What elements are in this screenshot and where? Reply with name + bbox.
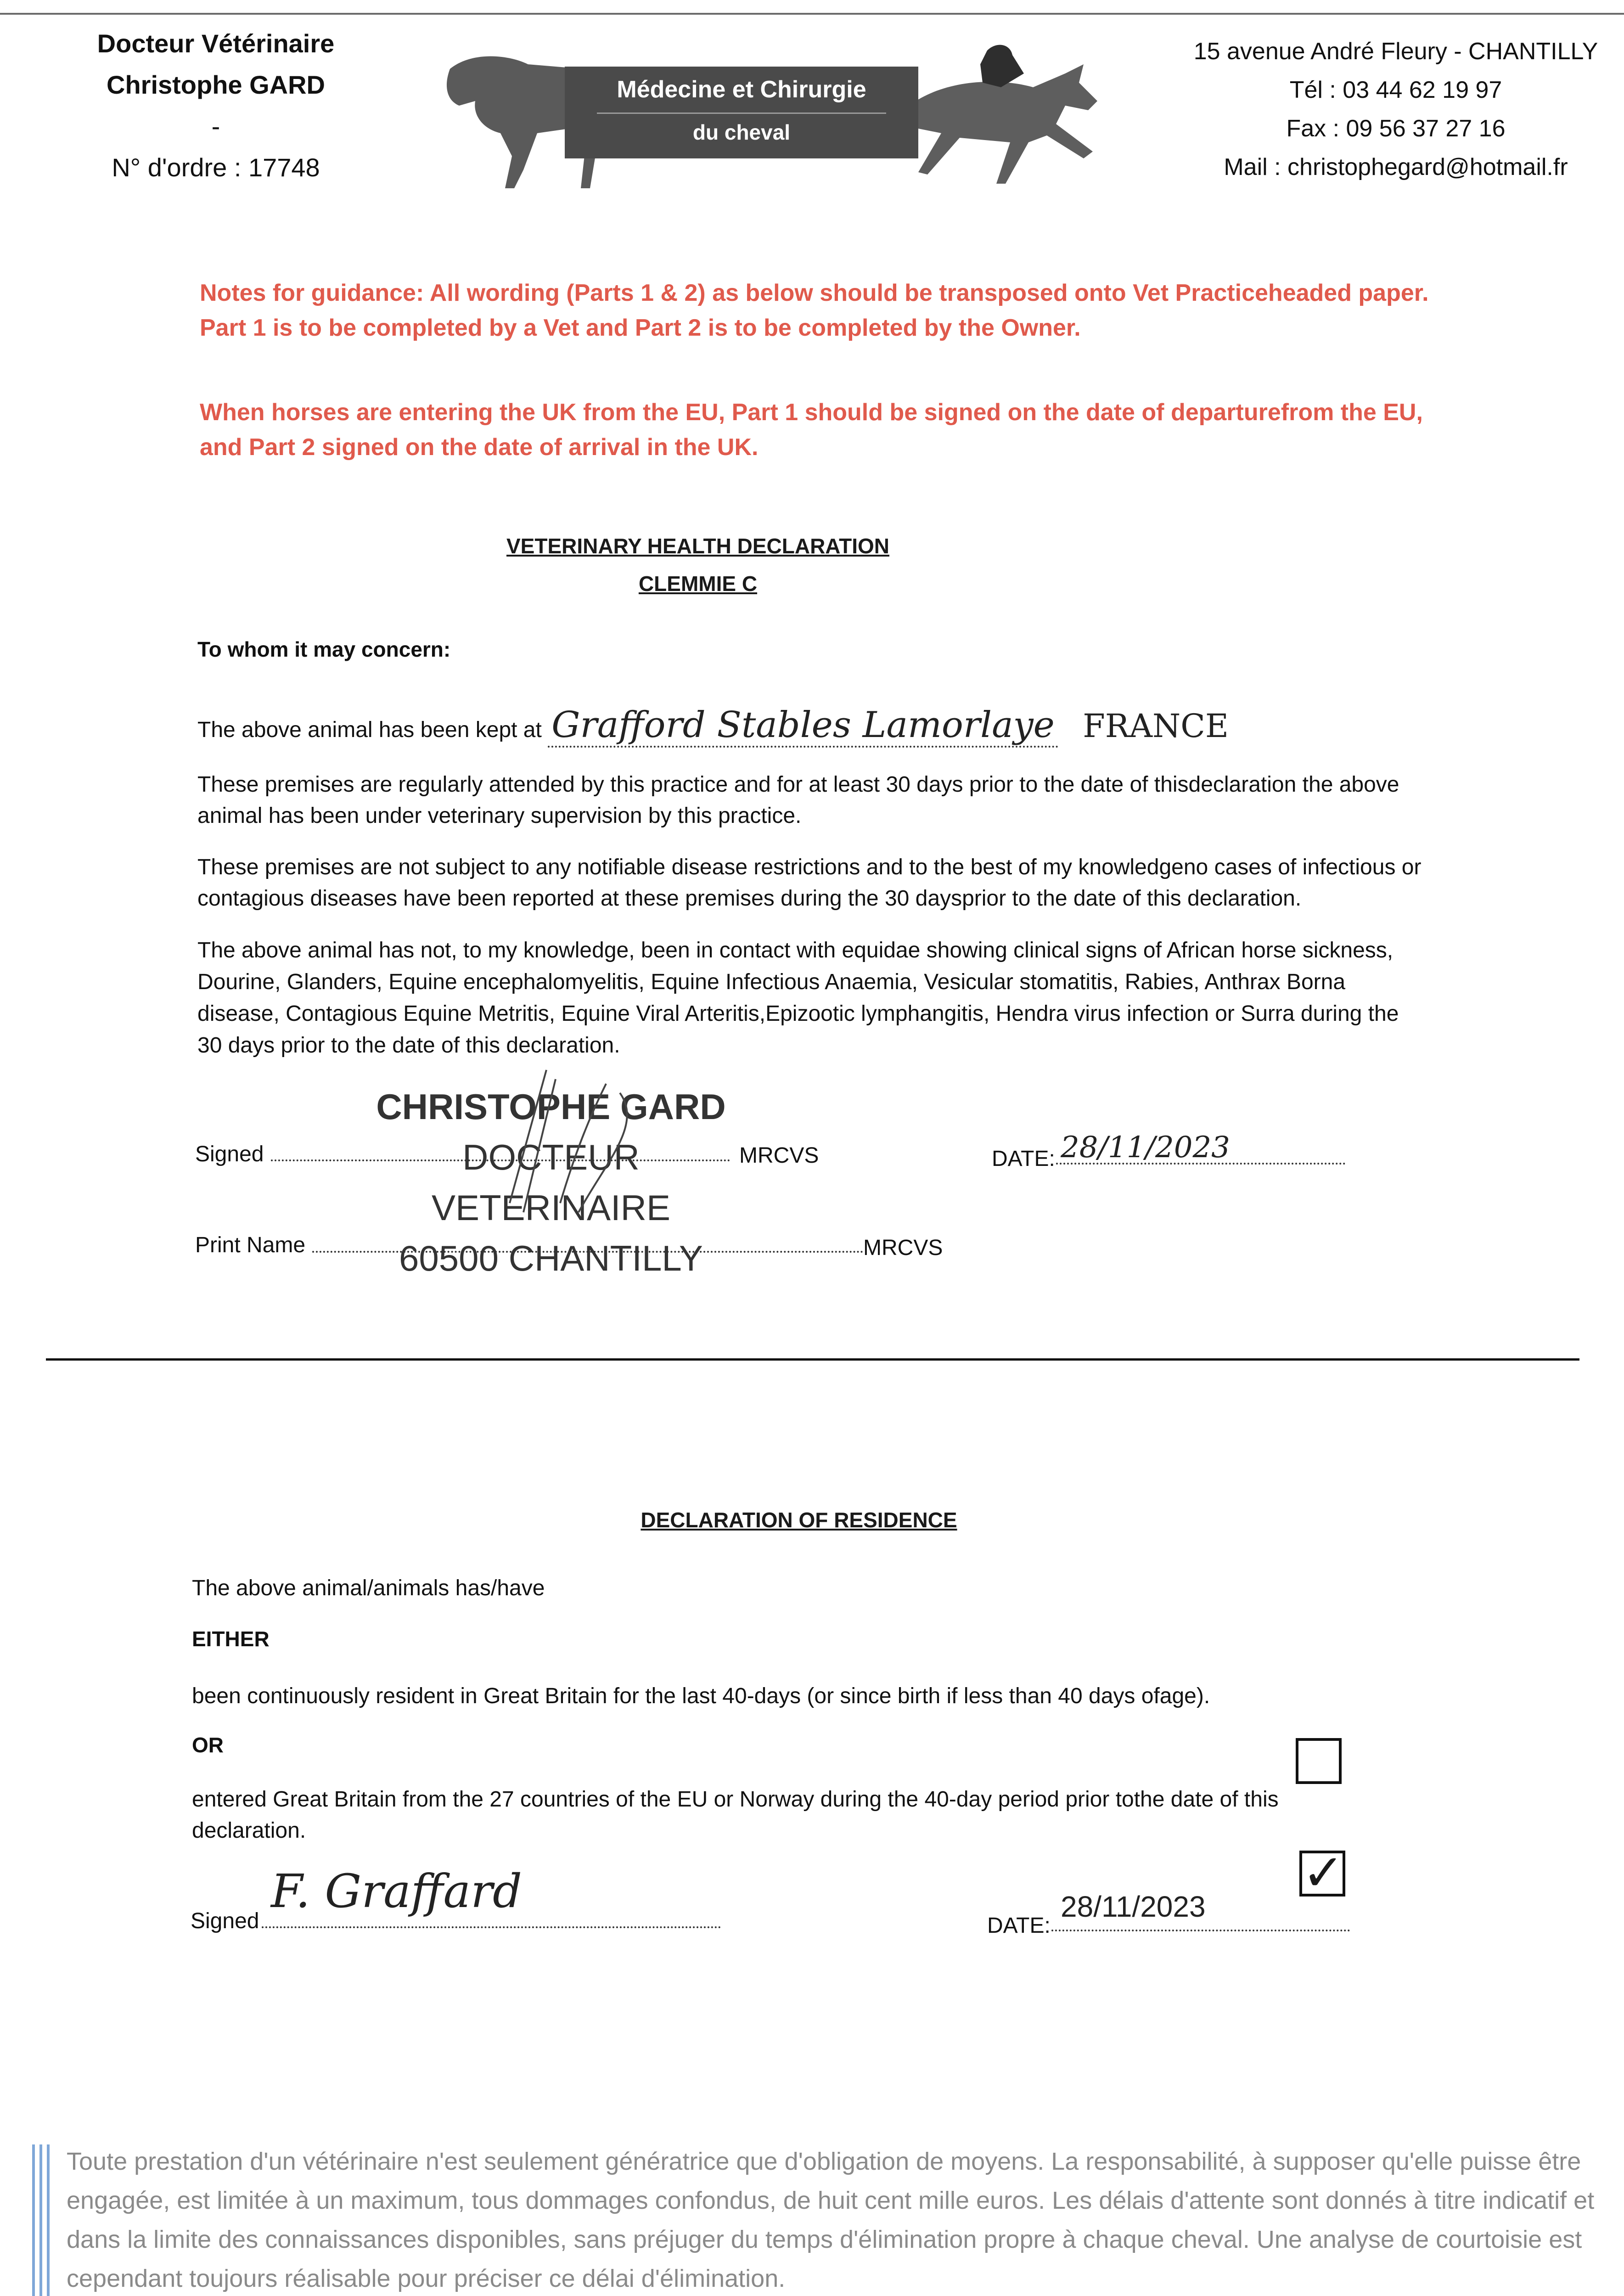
salutation: To whom it may concern:: [197, 637, 451, 661]
vet-signed-label: Signed: [195, 1142, 264, 1166]
vet-identity: [55, 23, 376, 188]
legal-footer: Toute prestation d'un vétérinaire n'est seulement génératrice que d'obligation de moyens. La responsabilité, à supposer qu'elle puisse être engagée, est limitée à un maximum, tous dommages confondus, de huit cent mille euros. Les délais d'attente sont donnés à titre indicatif et dans la limite des connaissances disponibles, sans préjuger du temps d'élimination propre à chaque cheval. Une analyse de courtoisie est cependant toujours réalisable pour préciser ce délai d'élimination.: [67, 2148, 1595, 2292]
residence-intro: The above animal/animals has/have: [192, 1576, 545, 1600]
section-divider: [46, 1358, 1579, 1361]
option1-checkbox[interactable]: [1296, 1738, 1342, 1784]
practice-address: 15 avenue André Fleury - CHANTILLY: [1193, 38, 1598, 65]
top-rule: [0, 13, 1624, 15]
footer-bar-2: [39, 2144, 42, 2296]
banner-line2: du cheval: [597, 113, 886, 151]
vet-order-number: N° d'ordre : 17748: [112, 153, 320, 182]
footer-bar-3: [47, 2144, 50, 2296]
print-name-mrcvs: MRCVS: [863, 1236, 943, 1260]
horse-name: CLEMMIE C: [638, 572, 758, 596]
kept-at-value: Grafford Stables Lamorlaye: [548, 704, 1058, 748]
option2-checkbox[interactable]: ✓: [1299, 1851, 1345, 1896]
residence-or: OR: [192, 1733, 224, 1757]
banner-line1: Médecine et Chirurgie: [617, 76, 866, 103]
residence-option2: entered Great Britain from the 27 countries of the EU or Norway during the 40-day period prior tothe date of this declaration.: [192, 1787, 1279, 1843]
vet-mrcvs: MRCVS: [739, 1143, 819, 1168]
entry-note: When horses are entering the UK from the EU, Part 1 should be signed on the date of departurefrom the EU, and Part 2 signed on the date of arrival in the UK.: [200, 399, 1423, 461]
guidance-note: Notes for guidance: All wording (Parts 1 & 2) as below should be transposed onto Vet Practiceheaded paper. Part 1 is to be completed by a Vet and Part 2 is to be completed by the Owner.: [200, 280, 1429, 341]
practice-banner: [565, 67, 918, 158]
vet-date-value: 28/11/2023: [1061, 1131, 1230, 1165]
practice-phone: Tél : 03 44 62 19 97: [1289, 77, 1502, 103]
kept-at-country: FRANCE: [1083, 707, 1229, 745]
practice-email: Mail : christophegard@hotmail.fr: [1224, 154, 1568, 180]
vet-title: Docteur Vétérinaire: [97, 29, 335, 58]
paragraph-supervision: These premises are regularly attended by this practice and for at least 30 days prior to the date of thisdeclaration the above animal has been under veterinary supervision by this practice.: [197, 772, 1399, 828]
paragraph-diseases: The above animal has not, to my knowledge, been in contact with equidae showing clinical signs of African horse sickness, Dourine, Glanders, Equine encephalomyelitis, Equine Infectious Anaemia, Vesicular stomatitis, Rabies, Anthrax Borna disease, Contagious Equine Metritis, Equine Viral Arteritis,Epizootic lymphangitis, Hendra virus infection or Surra during the 30 days prior to the date of this declaration.: [197, 938, 1399, 1058]
owner-date-label: DATE:: [987, 1913, 1051, 1938]
vet-name: Christophe GARD: [107, 70, 325, 99]
footer-bar-1: [32, 2144, 35, 2296]
vet-signature-scribble: [468, 1065, 753, 1221]
kept-at-line: [197, 704, 1437, 746]
kept-at-label: The above animal has been kept at: [197, 718, 542, 742]
stamp-title: DOCTEUR VETERINAIRE: [431, 1137, 671, 1228]
paragraph-restrictions: These premises are not subject to any notifiable disease restrictions and to the best of my knowledgeno cases of infectious or contagious diseases have been reported at these premises during the 30 daysprior to the date of this declaration.: [197, 855, 1422, 911]
jockey-icon: [980, 45, 1024, 87]
owner-date-value: 28/11/2023: [1061, 1890, 1206, 1923]
residence-option1: been continuously resident in Great Britain for the last 40-days (or since birth if less than 40 days ofage).: [192, 1684, 1210, 1708]
vet-date-label: DATE:: [992, 1147, 1055, 1171]
residence-either: EITHER: [192, 1627, 270, 1651]
stamp-city: 60500 CHANTILLY: [399, 1238, 703, 1278]
practice-fax: Fax : 09 56 37 27 16: [1286, 115, 1506, 142]
residence-title: DECLARATION OF RESIDENCE: [641, 1508, 957, 1532]
print-name-label: Print Name: [195, 1233, 306, 1257]
practice-contact: [1175, 32, 1616, 186]
health-declaration-title: VETERINARY HEALTH DECLARATION: [506, 534, 889, 558]
print-name-line: [312, 1232, 863, 1253]
vet-separator: -: [211, 112, 220, 141]
owner-signed-label: Signed: [191, 1909, 259, 1933]
stamp-name: CHRISTOPHE GARD: [376, 1086, 726, 1127]
owner-signature: F. Graffard: [271, 1864, 522, 1918]
